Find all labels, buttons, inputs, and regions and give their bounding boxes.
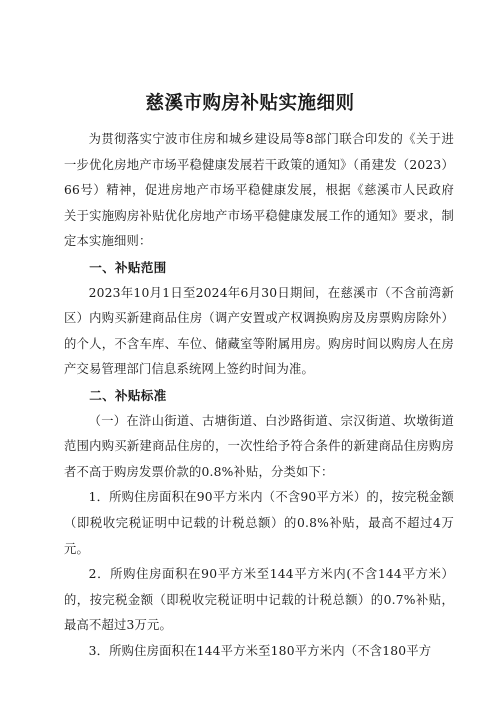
standard-sub1-paragraph: （一）在浒山街道、古塘街道、白沙路街道、宗汉街道、坎墩街道范围内购买新建商品住房的，一次性给予符合条件的新建商品住房购房者不高于购房发票价款的0.8%补贴，分类如下： xyxy=(64,413,454,479)
section-heading-scope: 一、补贴范围 xyxy=(89,259,167,275)
scope-paragraph: 2023年10月1日至2024年6月30日期间，在慈溪市（不含前湾新区）内购买新建商品住房（调产安置或产权调换购房及房票购房除外）的个人，不含车库、车位、储藏室等附属用房。购房时间以购房人在房产交易管理部门信息系统网上签约时间为准。 xyxy=(64,285,454,377)
intro-paragraph: 为贯彻落实宁波市住房和城乡建设局等8部门联合印发的《关于进一步优化房地产市场平稳健康发展若干政策的通知》（甬建发（2023）66号）精神，促进房地产市场平稳健康发展，根据《慈溪市人民政府关于实施购房补贴优化房地产市场平稳健康发展工作的通知》要求，制定本实施细则： xyxy=(64,132,454,249)
document-title: 慈溪市购房补贴实施细则 xyxy=(145,93,355,114)
standard-item-2: 2．所购住房面积在90平方米至144平方米内(不含144平方米）的，按完税金额（即税收完税证明中记载的计税总额）的0.7%补贴，最高不超过3万元。 xyxy=(64,567,454,633)
standard-item-1: 1．所购住房面积在90平方米内（不含90平方米）的，按完税金额（即税收完税证明中记载的计税总额）的0.8%补贴，最高不超过4万元。 xyxy=(64,490,454,556)
document-body xyxy=(64,127,454,664)
standard-item-3: 3．所购住房面积在144平方米至180平方米内（不含180平方 xyxy=(88,643,432,658)
section-heading-standard: 二、补贴标准 xyxy=(89,387,167,403)
